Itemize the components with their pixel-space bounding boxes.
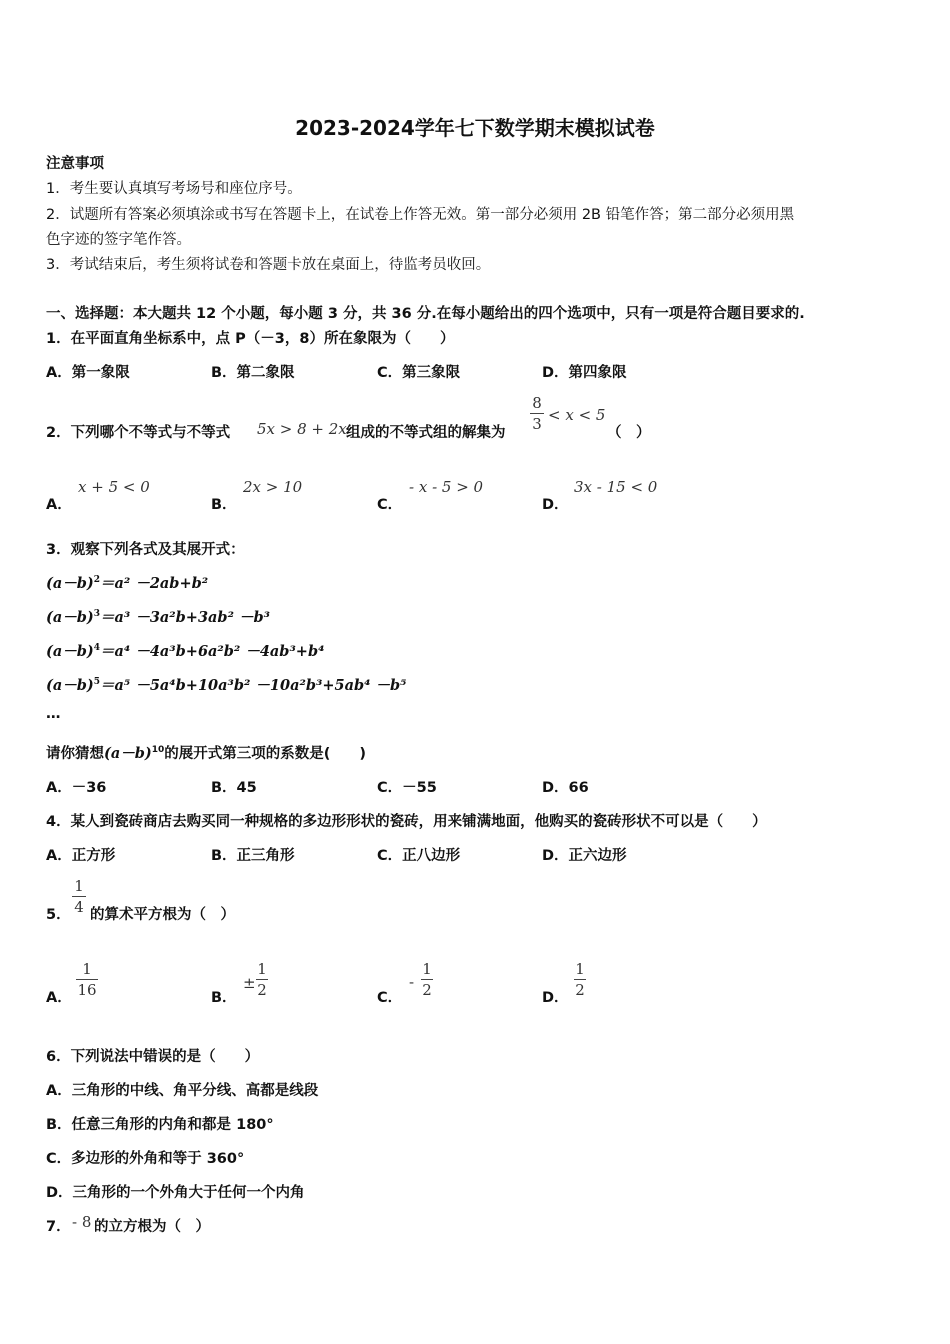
q4-option-c: C．正八边形 xyxy=(377,848,461,864)
q3-formula-4 xyxy=(46,674,407,695)
q6-option-b: B．任意三角形的内角和都是 180° xyxy=(46,1117,274,1133)
q3-f3-power: 4 xyxy=(93,643,101,653)
q3-formula-3 xyxy=(46,640,324,661)
q3-option-a: A．－36 xyxy=(46,780,107,796)
q6-option-c: C．多边形的外角和等于 360° xyxy=(46,1151,245,1167)
q3-f1-power: 2 xyxy=(93,575,101,585)
q5-c-sign: - xyxy=(409,973,415,991)
q3-f2-right: ＝a³ －3a²b+3ab² －b³ xyxy=(100,609,270,626)
q3-ellipsis: … xyxy=(46,706,61,722)
q2-label-a: A． xyxy=(46,497,72,513)
q3-option-d: D．66 xyxy=(542,780,589,796)
q2-fraction xyxy=(530,394,544,433)
q5-label-d: D． xyxy=(542,990,569,1006)
q3-ask-power: 10 xyxy=(151,745,165,755)
q5-c-den: 2 xyxy=(422,981,432,999)
q5-option-b xyxy=(256,960,268,999)
q2-option-b: 2x > 10 xyxy=(243,478,303,496)
q5-stem: 的算术平方根为（ ） xyxy=(90,907,235,923)
q2-inequality: 5x > 8 + 2x xyxy=(257,420,347,438)
q1-option-c: C．第三象限 xyxy=(377,365,461,381)
q2-option-a: x + 5 < 0 xyxy=(78,478,150,496)
q5-option-d xyxy=(574,960,586,999)
q2-option-c: - x - 5 > 0 xyxy=(409,478,484,496)
q5-a-num: 1 xyxy=(82,960,92,978)
q2-stem-pre: 2．下列哪个不等式与不等式 xyxy=(46,425,231,441)
notice-line-1: 1．考生要认真填写考场号和座位序号。 xyxy=(46,181,302,197)
q4-option-d: D．正六边形 xyxy=(542,848,627,864)
notice-heading: 注意事项 xyxy=(46,156,104,172)
q3-option-c: C．－55 xyxy=(377,780,437,796)
q7-stem: 的立方根为（ ） xyxy=(94,1219,210,1235)
q1-stem: 1．在平面直角坐标系中，点 P（－3，8）所在象限为（ ） xyxy=(46,331,455,347)
q3-f3-right: ＝a⁴ －4a³b+6a²b² －4ab³+b⁴ xyxy=(100,643,325,660)
notice-line-3: 3．考试结束后，考生须将试卷和答题卡放在桌面上，待监考员收回。 xyxy=(46,257,491,273)
q3-f4-power: 5 xyxy=(93,677,101,687)
q3-formula-1 xyxy=(46,572,208,593)
q5-b-den: 2 xyxy=(257,981,267,999)
q3-question xyxy=(46,742,366,763)
q5-frac-den: 4 xyxy=(74,898,84,916)
q3-ask-pre: 请你猜想 xyxy=(46,746,104,762)
q5-option-c xyxy=(421,960,433,999)
q5-number: 5． xyxy=(46,907,71,923)
q3-option-b: B．45 xyxy=(211,780,257,796)
q3-formula-2 xyxy=(46,606,270,627)
q5-fraction xyxy=(72,877,86,916)
q2-label-c: C． xyxy=(377,497,403,513)
q3-f4-right: ＝a⁵ －5a⁴b+10a³b² －10a²b³+5ab⁴ －b⁵ xyxy=(100,677,407,694)
q2-label-d: D． xyxy=(542,497,569,513)
q3-f1-left: (a－b) xyxy=(46,575,94,592)
notice-line-2b: 色字迹的签字笔作答。 xyxy=(46,232,191,248)
q7-expression: - 8 xyxy=(72,1213,92,1231)
q2-frac-num: 8 xyxy=(532,394,542,412)
section-heading: 一、选择题：本大题共 12 个小题，每小题 3 分，共 36 分.在每小题给出的四个选项中，只有一项是符合题目要求的. xyxy=(46,306,805,322)
q3-ask-base: (a－b) xyxy=(104,745,152,762)
q3-f1-right: ＝a² －2ab+b² xyxy=(100,575,209,592)
q3-stem: 3．观察下列各式及其展开式： xyxy=(46,542,245,558)
q2-frac-den: 3 xyxy=(532,415,542,433)
notice-line-2a: 2．试题所有答案必须填涂或书写在答题卡上，在试卷上作答无效。第一部分必须用 2B 铅笔作答；第二部分必须用黑 xyxy=(46,207,795,223)
q2-stem-post: （ ） xyxy=(607,425,651,441)
q6-option-a: A．三角形的中线、角平分线、高都是线段 xyxy=(46,1083,319,1099)
q5-label-a: A． xyxy=(46,990,72,1006)
q2-option-d: 3x - 15 < 0 xyxy=(574,478,658,496)
q5-a-den: 16 xyxy=(77,981,97,999)
q5-frac-num: 1 xyxy=(74,877,84,895)
q2-range-tail: < x < 5 xyxy=(548,406,606,424)
q5-option-a xyxy=(76,960,98,999)
q3-ask-post: 的展开式第三项的系数是( ) xyxy=(164,746,367,762)
q3-f4-left: (a－b) xyxy=(46,677,94,694)
q2-stem-mid: 组成的不等式组的解集为 xyxy=(346,425,506,441)
q2-label-b: B． xyxy=(211,497,237,513)
q3-f2-power: 3 xyxy=(93,609,101,619)
q1-option-a: A．第一象限 xyxy=(46,365,130,381)
q3-f2-left: (a－b) xyxy=(46,609,94,626)
q5-b-num: 1 xyxy=(257,960,267,978)
q6-stem: 6．下列说法中错误的是（ ） xyxy=(46,1049,260,1065)
q4-option-b: B．正三角形 xyxy=(211,848,295,864)
q3-f3-left: (a－b) xyxy=(46,643,94,660)
q5-d-num: 1 xyxy=(575,960,585,978)
q6-option-d: D．三角形的一个外角大于任何一个内角 xyxy=(46,1185,305,1201)
q1-option-b: B．第二象限 xyxy=(211,365,295,381)
q5-label-c: C． xyxy=(377,990,403,1006)
q5-b-sign: ± xyxy=(243,974,256,992)
q5-label-b: B． xyxy=(211,990,237,1006)
q4-option-a: A．正方形 xyxy=(46,848,116,864)
q5-d-den: 2 xyxy=(575,981,585,999)
q5-c-num: 1 xyxy=(422,960,432,978)
page-title: 2023-2024学年七下数学期末模拟试卷 xyxy=(295,116,655,140)
q7-number: 7． xyxy=(46,1219,71,1235)
q1-option-d: D．第四象限 xyxy=(542,365,627,381)
q4-stem: 4．某人到瓷砖商店去购买同一种规格的多边形形状的瓷砖，用来铺满地面，他购买的瓷砖形状不可以是（ ） xyxy=(46,814,767,830)
